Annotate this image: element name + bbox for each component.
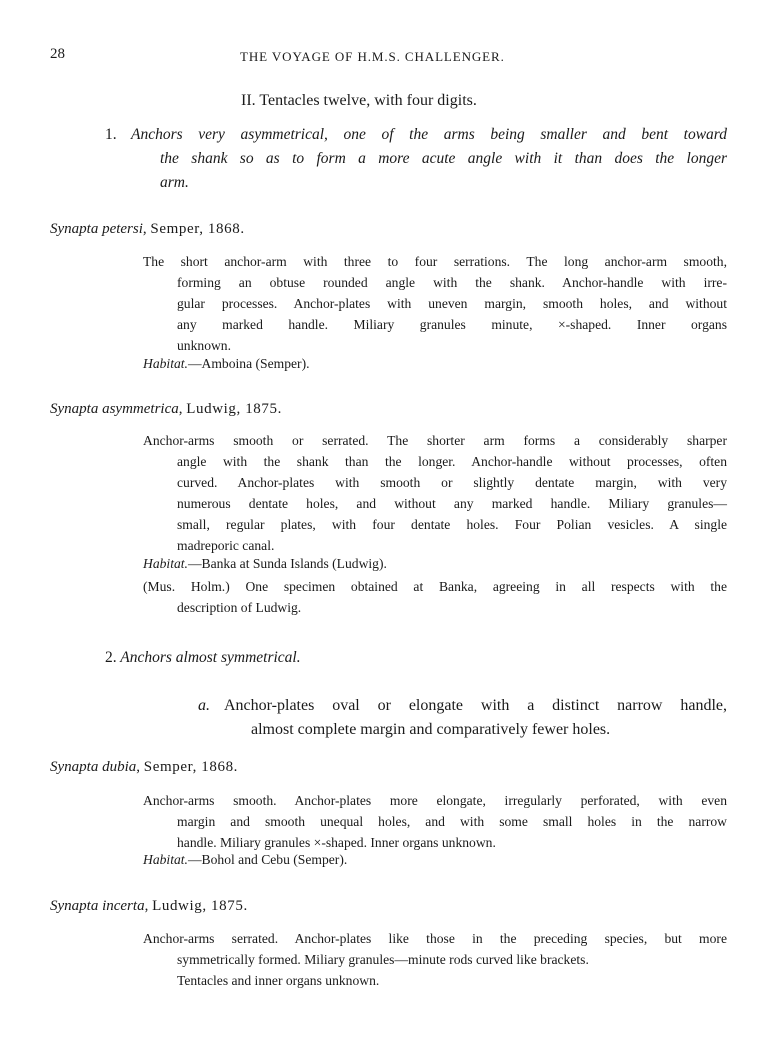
subgroup-a-letter: a. bbox=[198, 697, 210, 714]
species-description-incerta: Anchor-arms serrated. Anchor-plates like those in the preceding species, but more symmetrically formed. Miliary granules—minute rods curved like brackets. Tentacles and inner organs unknown. bbox=[143, 931, 727, 988]
page-number: 28 bbox=[50, 46, 65, 62]
section-heading: II. Tentacles twelve, with four digits. bbox=[241, 92, 477, 109]
group1-line-3: arm. bbox=[160, 174, 189, 191]
running-title: THE VOYAGE OF H.M.S. CHALLENGER. bbox=[240, 49, 505, 64]
habitat-dubia: Habitat.—Bohol and Cebu (Semper). bbox=[143, 852, 348, 867]
subgroup-a-line-1: Anchor-plates oval or elongate with a distinct narrow handle, bbox=[224, 697, 727, 714]
species-heading-asymmetrica: Synapta asymmetrica, Ludwig, 1875. bbox=[50, 401, 282, 417]
species-heading-incerta: Synapta incerta, Ludwig, 1875. bbox=[50, 898, 248, 914]
species-heading-dubia: Synapta dubia, Semper, 1868. bbox=[50, 759, 239, 775]
group2-heading: 2. Anchors almost symmetrical. bbox=[105, 649, 301, 666]
habitat-asymmetrica: Habitat.—Banka at Sunda Islands (Ludwig). bbox=[143, 556, 387, 571]
group1-line-2: the shank so as to form a more acute angle with it than does the longer bbox=[160, 150, 727, 167]
habitat-petersi: Habitat.—Amboina (Semper). bbox=[143, 356, 310, 371]
species-heading-petersi: Synapta petersi, Semper, 1868. bbox=[50, 221, 245, 237]
group1-number: 1. bbox=[105, 126, 117, 143]
specimen-note-asymmetrica: (Mus. Holm.) One specimen obtained at Banka, agreeing in all respects with the description of Ludwig. bbox=[143, 579, 727, 615]
group1-line-1: Anchors very asymmetrical, one of the arms being smaller and bent toward bbox=[131, 126, 727, 143]
species-description-petersi: The short anchor-arm with three to four serrations. The long anchor-arm smooth, forming an obtuse rounded angle with the shank. Anchor-handle with irre- gular processes. Anchor-plates with uneven margin, smooth holes, and without any marked handle. Miliary granules minute, ×-shaped. Inner organs unknown. bbox=[143, 254, 727, 353]
subgroup-a-line-2: almost complete margin and comparatively fewer holes. bbox=[251, 721, 611, 738]
species-description-asymmetrica: Anchor-arms smooth or serrated. The shorter arm forms a considerably sharper angle with the shank than the longer. Anchor-handle without processes, often curved. Anchor-plates with smooth or slightly dentate margin, with very numerous dentate holes, and without any marked handle. Miliary granules— small, regular plates, with four dentate holes. Four Polian vesicles. A single madreporic canal. bbox=[143, 433, 727, 553]
species-description-dubia: Anchor-arms smooth. Anchor-plates more elongate, irregularly perforated, with even margin and smooth unequal holes, and with some small holes in the narrow handle. Miliary granules ×-shaped. Inner organs unknown. bbox=[143, 793, 727, 850]
